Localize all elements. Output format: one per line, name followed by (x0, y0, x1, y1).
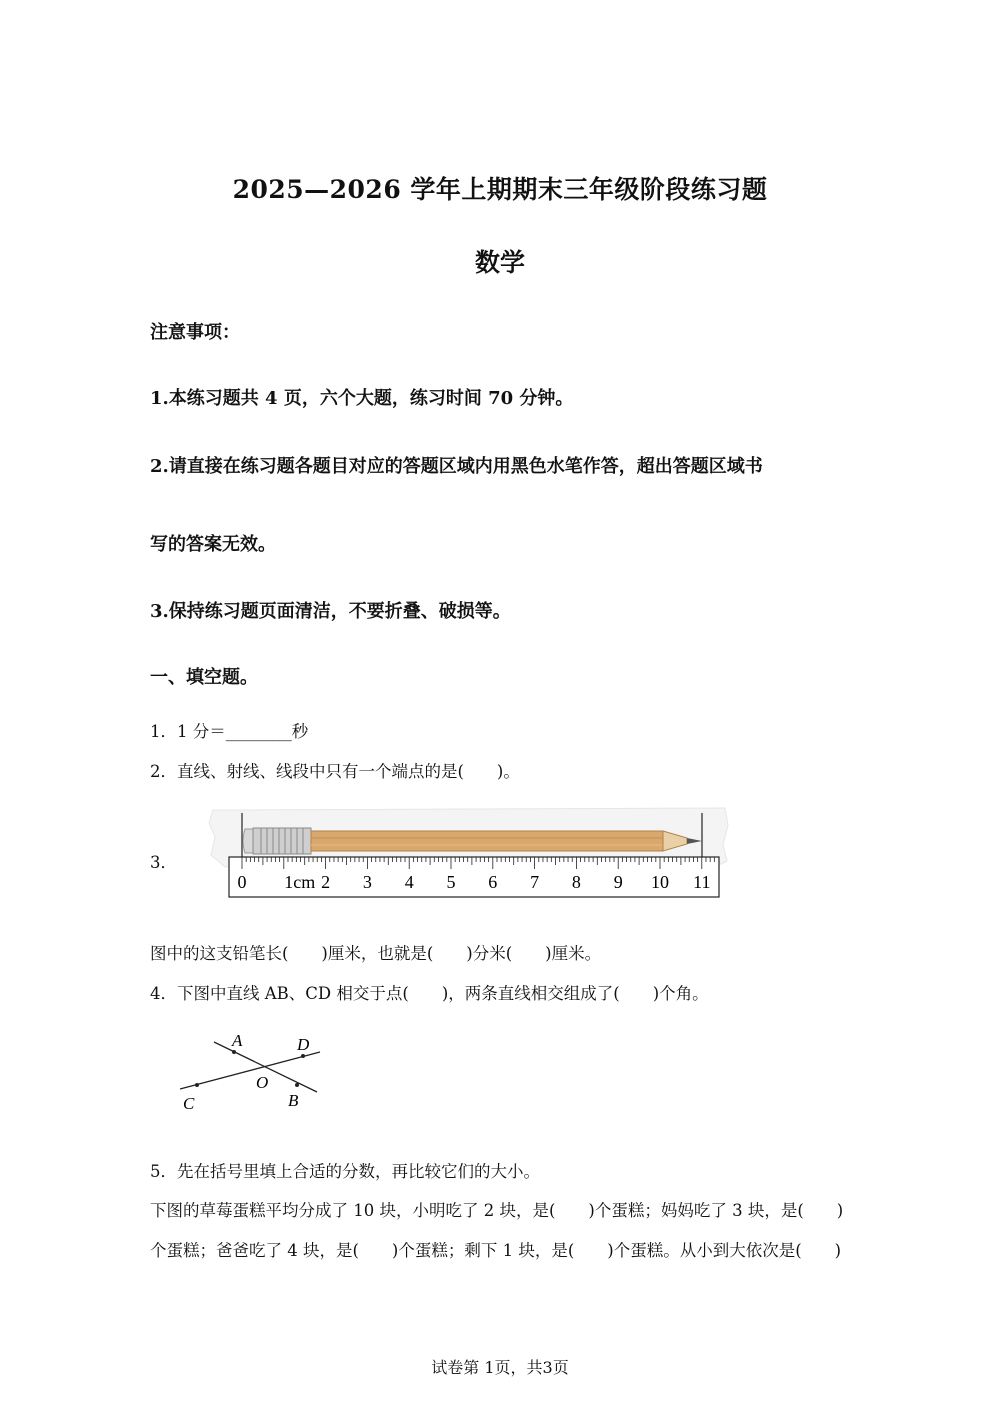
ruler-number: 2 (321, 872, 331, 892)
notes-heading: 注意事项： (150, 322, 240, 343)
ruler-number: 1cm (284, 872, 316, 892)
note-2-cont: 写的答案无效。 (150, 534, 276, 555)
page-title: 2025—2026 学年上期期末三年级阶段练习题 (232, 175, 768, 204)
subject-title: 数学 (474, 248, 525, 277)
question-1: 1．1 分＝________秒 (150, 722, 309, 741)
point-label-a: A (232, 1031, 243, 1050)
ruler-number: 10 (651, 872, 669, 892)
ruler-number: 8 (571, 872, 581, 892)
ruler-number: 0 (237, 872, 247, 892)
ruler-number: 4 (404, 872, 414, 892)
note-1: 1.本练习题共 4 页，六个大题，练习时间 70 分钟。 (150, 388, 574, 409)
ruler-number: 7 (530, 872, 540, 892)
point-label-o: O (256, 1073, 269, 1092)
section-heading: 一、填空题。 (150, 667, 258, 688)
point-label-d: D (297, 1035, 310, 1054)
question-4: 4．下图中直线 AB、CD 相交于点( )，两条直线相交组成了( )个角。 (150, 984, 709, 1003)
ruler-number: 5 (446, 872, 456, 892)
ruler-number: 6 (488, 872, 498, 892)
pencil-icon (243, 828, 702, 854)
ruler-number: 11 (693, 872, 711, 892)
question-2: 2．直线、射线、线段中只有一个端点的是( )。 (150, 762, 520, 781)
note-2: 2.请直接在练习题各题目对应的答题区域内用黑色水笔作答，超出答题区域书 (150, 456, 763, 477)
note-3: 3.保持练习题页面清洁，不要折叠、破损等。 (150, 601, 511, 622)
pencil-ruler-figure (205, 805, 735, 903)
ruler-number: 3 (362, 872, 372, 892)
ruler-number: 9 (613, 872, 623, 892)
question-5-line-2: 个蛋糕；爸爸吃了 4 块，是( )个蛋糕；剩下 1 块，是( )个蛋糕。从小到大依次是( ) (150, 1241, 842, 1260)
question-3-text: 图中的这支铅笔长( )厘米，也就是( )分米( )厘米。 (150, 944, 602, 963)
question-5-line-1: 下图的草莓蛋糕平均分成了 10 块，小明吃了 2 块，是( )个蛋糕；妈妈吃了 3 块，是( ) (150, 1201, 844, 1220)
point-label-c: C (183, 1094, 195, 1113)
intersecting-lines-figure (170, 1025, 330, 1120)
question-5: 5．先在括号里填上合适的分数，再比较它们的大小。 (150, 1162, 540, 1181)
page-footer: 试卷第 1页，共3页 (431, 1358, 569, 1377)
question-3-number: 3． (150, 853, 177, 872)
point-label-b: B (288, 1091, 299, 1110)
